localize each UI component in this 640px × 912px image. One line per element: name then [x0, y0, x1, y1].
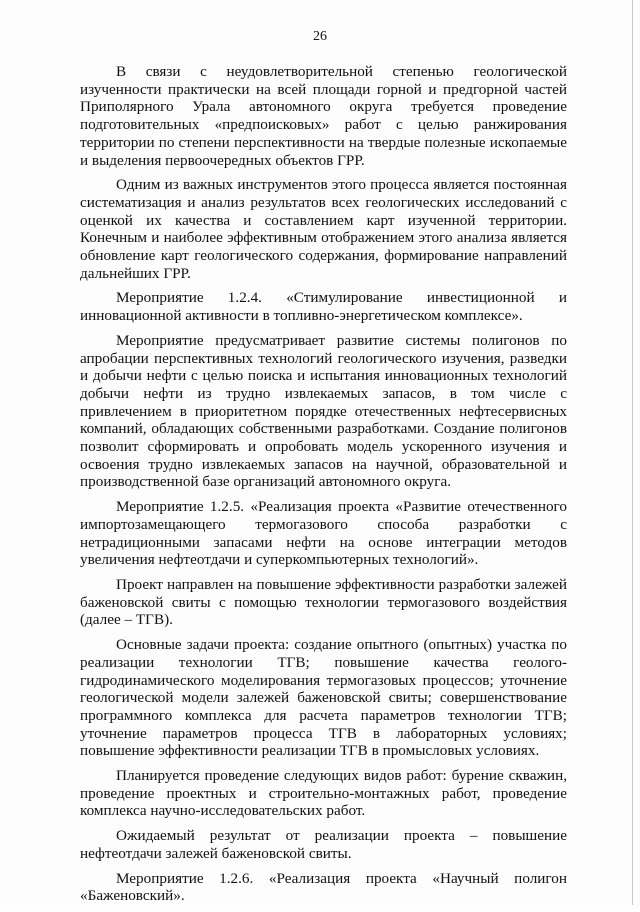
- paragraph-project-tasks: Основные задачи проекта: создание опытного (опытных) участка по реализации технологии ТГВ; повышение качества геолого-гидродинамического моделирования термогазовых процессов; уточнение геологической модели залежей баженовской свиты; совершенствование программного комплекса для расчета параметров технологии ТГВ; уточнение параметров процесса ТГВ в лабораторных условиях; повышение эффективности реализации ТГВ в промысловых условиях.: [80, 636, 567, 760]
- paragraph-measure-1-2-5: Мероприятие 1.2.5. «Реализация проекта «Развитие отечественного импортозамещающего термогазового способа разработки с нетрадиционными запасами нефти на основе интеграции методов увеличения нефтеотдачи и суперкомпьютерных технологий».: [80, 498, 567, 569]
- paragraph-systematization: Одним из важных инструментов этого процесса является постоянная систематизация и анализ результатов всех геологических исследований с оценкой их качества и составлением карт изученной территории. Конечным и наиболее эффективным отображением этого анализа является обновление карт геологического содержания, формирование направлений дальнейших ГРР.: [80, 176, 567, 282]
- scan-edge-line: [632, 0, 633, 905]
- paragraph-measure-1-2-6: Мероприятие 1.2.6. «Реализация проекта «Научный полигон «Баженовский».: [80, 869, 567, 905]
- paragraph-geological-study: В связи с неудовлетворительной степенью геологической изученности практически на всей площади горной и предгорной частей Приполярного Урала автономного округа требуется проведение подготовительных «предпоисковых» работ с целью ранжирования территории по степени перспективности на твердые полезные ископаемые и выделения первоочередных объектов ГРР.: [80, 63, 567, 169]
- paragraph-test-sites: Мероприятие предусматривает развитие системы полигонов по апробации перспективных технологий геологического изучения, разведки и добычи нефти с целью поиска и испытания инновационных технологий добычи нефти из трудно извлекаемых запасов, в том числе с привлечением в приоритетном порядке отечественных нефтесервисных компаний, обладающих собственными разработками. Создание полигонов позволит сформировать и опробовать модель ускоренного изучения и освоения трудно извлекаемых запасов на научной, образовательной и производственной базе организаций автономного округа.: [80, 331, 567, 491]
- paragraph-expected-result: Ожидаемый результат от реализации проекта – повышение нефтеотдачи залежей баженовской свиты.: [80, 827, 567, 862]
- paragraph-planned-works: Планируется проведение следующих видов работ: бурение скважин, проведение проектных и строительно-монтажных работ, проведение комплекса научно-исследовательских работ.: [80, 767, 567, 820]
- paragraph-project-goal: Проект направлен на повышение эффективности разработки залежей баженовской свиты с помощью технологии термогазового воздействия (далее – ТГВ).: [80, 575, 567, 629]
- paragraph-measure-1-2-4: Мероприятие 1.2.4. «Стимулирование инвестиционной и инновационной активности в топливно-энергетическом комплексе».: [80, 289, 567, 325]
- document-body: [80, 63, 567, 912]
- page-number: 26: [313, 29, 327, 44]
